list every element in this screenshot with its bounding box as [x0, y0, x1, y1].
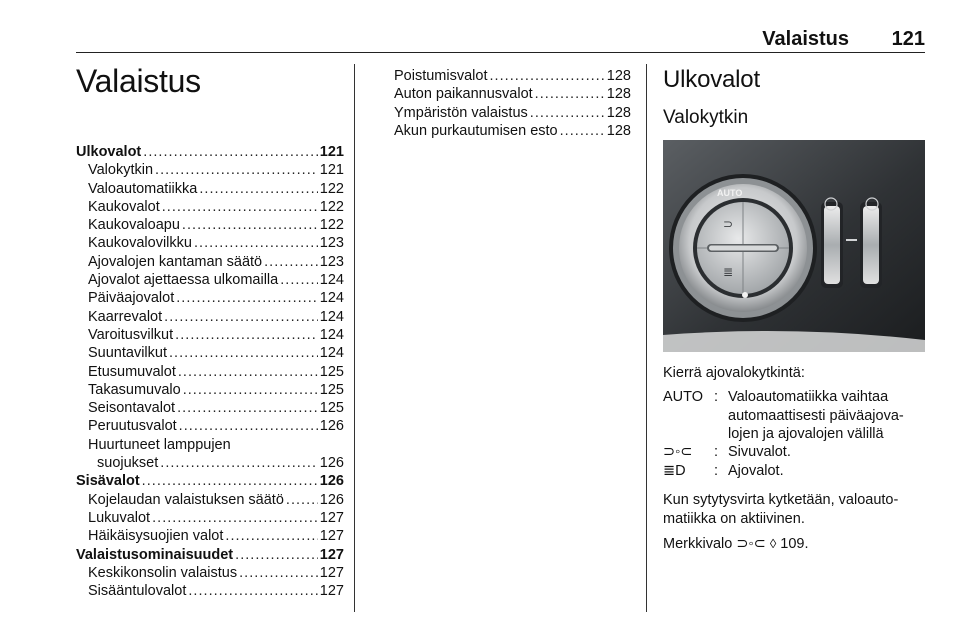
legend-colon: :: [714, 389, 719, 405]
toc-leader-dots: [162, 198, 318, 216]
legend-colon: :: [714, 444, 719, 460]
toc-entry[interactable]: [76, 472, 344, 490]
intro-text: Kierrä ajovalokytkintä:: [663, 365, 805, 381]
section-heading: Ulkovalot: [663, 66, 760, 93]
toc-leader-dots: [179, 417, 318, 435]
toc-entry-page: 125: [319, 381, 344, 398]
toc-entry-page: 128: [606, 122, 631, 139]
toc-entry-label: Kaukovalovilkku: [88, 235, 192, 252]
table-of-contents-middle: [382, 67, 631, 140]
toc-entry[interactable]: [76, 381, 344, 399]
legend-text-side-lights: Sivuvalot.: [728, 444, 791, 460]
toc-entry-label: Varoitusvilkut: [88, 326, 174, 343]
toc-entry-label: Päiväajovalot: [88, 290, 175, 307]
toc-leader-dots: [155, 161, 318, 179]
cross-reference: [663, 535, 925, 554]
toc-entry-page: 124: [319, 326, 344, 343]
toc-entry-page: 122: [319, 198, 344, 215]
toc-leader-dots: [535, 85, 605, 103]
toc-entry-label: Etusumuvalot: [88, 363, 176, 380]
toc-entry-page: 126: [319, 455, 344, 472]
legend-text-headlights: Ajovalot.: [728, 463, 784, 479]
toc-entry[interactable]: [76, 289, 344, 307]
toc-entry[interactable]: [76, 454, 344, 472]
toc-entry-label: Seisontavalot: [88, 400, 176, 417]
side-lights-icon: ⊃◦⊂: [736, 536, 766, 552]
toc-leader-dots: [178, 363, 318, 381]
toc-leader-dots: [152, 509, 318, 527]
toc-leader-dots: [264, 253, 318, 271]
side-lights-icon: ⊃◦⊂: [663, 444, 693, 460]
legend-key-auto: AUTO: [663, 389, 704, 405]
toc-entry-label: Ajovalot ajettaessa ulkomailla: [88, 272, 279, 289]
table-of-contents-left: [76, 143, 344, 600]
toc-entry-label: Suuntavilkut: [88, 345, 167, 362]
toc-entry[interactable]: [76, 509, 344, 527]
toc-entry[interactable]: [76, 582, 344, 600]
toc-entry-label: Huurtuneet lamppujen: [88, 436, 231, 453]
toc-entry-label: Ulkovalot: [76, 144, 142, 160]
toc-entry-label: Valoautomatiikka: [88, 180, 198, 197]
chapter-title: Valaistus: [76, 63, 201, 99]
running-header: [76, 28, 925, 53]
toc-leader-dots: [225, 527, 317, 545]
auto-label: AUTO: [717, 188, 743, 198]
toc-entry[interactable]: [76, 216, 344, 234]
toc-entry-page: 127: [319, 509, 344, 526]
toc-entry[interactable]: [76, 344, 344, 362]
toc-entry-page: 126: [319, 491, 344, 508]
toc-entry-label: suojukset: [97, 455, 159, 472]
column-divider-left: [354, 64, 355, 612]
toc-entry-label: Kaukovaloapu: [88, 217, 180, 234]
toc-entry[interactable]: [76, 161, 344, 179]
toc-leader-dots: [176, 289, 318, 307]
toc-entry-label: Valokytkin: [88, 162, 154, 179]
toc-entry[interactable]: [76, 417, 344, 435]
toc-leader-dots: [160, 454, 318, 472]
toc-entry-label: Kaarrevalot: [88, 308, 163, 325]
toc-leader-dots: [530, 104, 605, 122]
toc-entry-page: 126: [319, 473, 344, 490]
toc-entry-page: 123: [319, 253, 344, 270]
toc-entry[interactable]: [76, 180, 344, 198]
toc-leader-dots: [280, 271, 318, 289]
light-switch-photo: [663, 140, 925, 352]
toc-entry[interactable]: [76, 271, 344, 289]
toc-entry[interactable]: [76, 436, 344, 454]
toc-entry-label: Kaukovalot: [88, 198, 160, 215]
running-header-title: Valaistus: [762, 28, 849, 50]
toc-leader-dots: [235, 546, 318, 564]
svg-text:⊃: ⊃: [723, 217, 734, 231]
cross-reference-page: 109.: [780, 536, 809, 552]
toc-entry-page: 128: [606, 104, 631, 121]
toc-entry[interactable]: [76, 527, 344, 545]
toc-entry-label: Ajovalojen kantaman säätö: [88, 253, 263, 270]
legend-row-auto: [663, 388, 925, 444]
toc-entry-label: Keskikonsolin valaistus: [88, 564, 238, 581]
toc-entry[interactable]: [382, 122, 631, 140]
toc-leader-dots: [560, 122, 605, 140]
toc-leader-dots: [188, 582, 317, 600]
toc-entry-label: Lukuvalot: [88, 509, 151, 526]
toc-leader-dots: [143, 143, 318, 161]
legend-colon: :: [714, 463, 719, 479]
headlights-icon: ≣D: [663, 463, 686, 479]
toc-entry-label: Takasumuvalo: [88, 381, 181, 398]
cross-reference-text: Merkkivalo: [663, 536, 733, 552]
toc-entry-page: 122: [319, 217, 344, 234]
toc-entry-page: 122: [319, 180, 344, 197]
toc-entry-page: 127: [319, 564, 344, 581]
toc-entry-page: 124: [319, 272, 344, 289]
toc-entry[interactable]: [76, 198, 344, 216]
toc-leader-dots: [164, 308, 318, 326]
toc-entry-page: 125: [319, 400, 344, 417]
toc-entry-label: Auton paikannusvalot: [394, 86, 533, 103]
page-number: 121: [891, 28, 925, 50]
svg-text:≣: ≣: [723, 265, 734, 279]
toc-entry[interactable]: [382, 104, 631, 122]
toc-leader-dots: [142, 472, 318, 490]
toc-entry[interactable]: [76, 326, 344, 344]
toc-entry-page: 128: [606, 68, 631, 84]
toc-entry-page: 123: [319, 235, 344, 252]
toc-leader-dots: [489, 67, 604, 85]
toc-leader-dots: [194, 234, 318, 252]
toc-entry[interactable]: [76, 491, 344, 509]
toc-entry-page: 124: [319, 290, 344, 307]
toc-entry-label: Peruutusvalot: [88, 418, 177, 435]
toc-entry[interactable]: [76, 399, 344, 417]
toc-entry-label: Sisävalot: [76, 473, 140, 490]
toc-entry[interactable]: [76, 234, 344, 252]
toc-entry[interactable]: [76, 564, 344, 582]
toc-entry-page: 126: [319, 418, 344, 435]
toc-entry[interactable]: [76, 253, 344, 271]
toc-entry-label: Poistumisvalot: [394, 68, 488, 84]
toc-entry-label: Valaistusominaisuudet: [76, 546, 234, 563]
toc-entry[interactable]: [76, 546, 344, 564]
toc-entry-page: 128: [606, 86, 631, 103]
toc-entry-label: Ympäristön valaistus: [394, 104, 528, 121]
legend-text-auto: Valoautomatiikka vaihtaa automaattisesti päiväajova-lojen ja ajovalojen välillä: [728, 389, 904, 442]
toc-entry-label: Akun purkautumisen esto: [394, 122, 558, 139]
toc-entry-label: Sisääntulovalot: [88, 583, 187, 600]
toc-entry-page: 121: [319, 162, 344, 179]
toc-entry-page: 125: [319, 363, 344, 380]
toc-entry[interactable]: [76, 363, 344, 381]
toc-leader-dots: [183, 381, 318, 399]
reference-arrow-icon: ◊: [769, 536, 777, 551]
column-divider-right: [646, 64, 647, 612]
section-subheading: Valokytkin: [663, 107, 749, 128]
toc-entry[interactable]: [382, 85, 631, 103]
toc-entry[interactable]: [76, 308, 344, 326]
toc-entry[interactable]: [382, 67, 631, 85]
toc-entry-label: Häikäisysuojien valot: [88, 528, 224, 545]
toc-leader-dots: [175, 326, 318, 344]
toc-leader-dots: [169, 344, 318, 362]
toc-entry-page: 124: [319, 308, 344, 325]
toc-entry-page: 127: [319, 528, 344, 545]
toc-leader-dots: [199, 180, 317, 198]
toc-leader-dots: [239, 564, 318, 582]
toc-entry-page: 121: [319, 144, 344, 160]
toc-leader-dots: [177, 399, 318, 417]
toc-entry-page: 124: [319, 345, 344, 362]
legend-row-side-lights: [663, 443, 925, 462]
paragraph-auto-active: Kun sytytysvirta kytketään, valoauto-matiikka on aktiivinen.: [663, 492, 899, 527]
legend-row-headlights: [663, 462, 925, 481]
toc-entry-page: 127: [319, 583, 344, 600]
toc-entry-label: Kojelaudan valaistuksen säätö: [88, 491, 284, 508]
toc-entry[interactable]: [76, 143, 344, 161]
toc-leader-dots: [286, 491, 318, 509]
toc-leader-dots: [182, 216, 318, 234]
toc-entry-page: 127: [319, 546, 344, 563]
